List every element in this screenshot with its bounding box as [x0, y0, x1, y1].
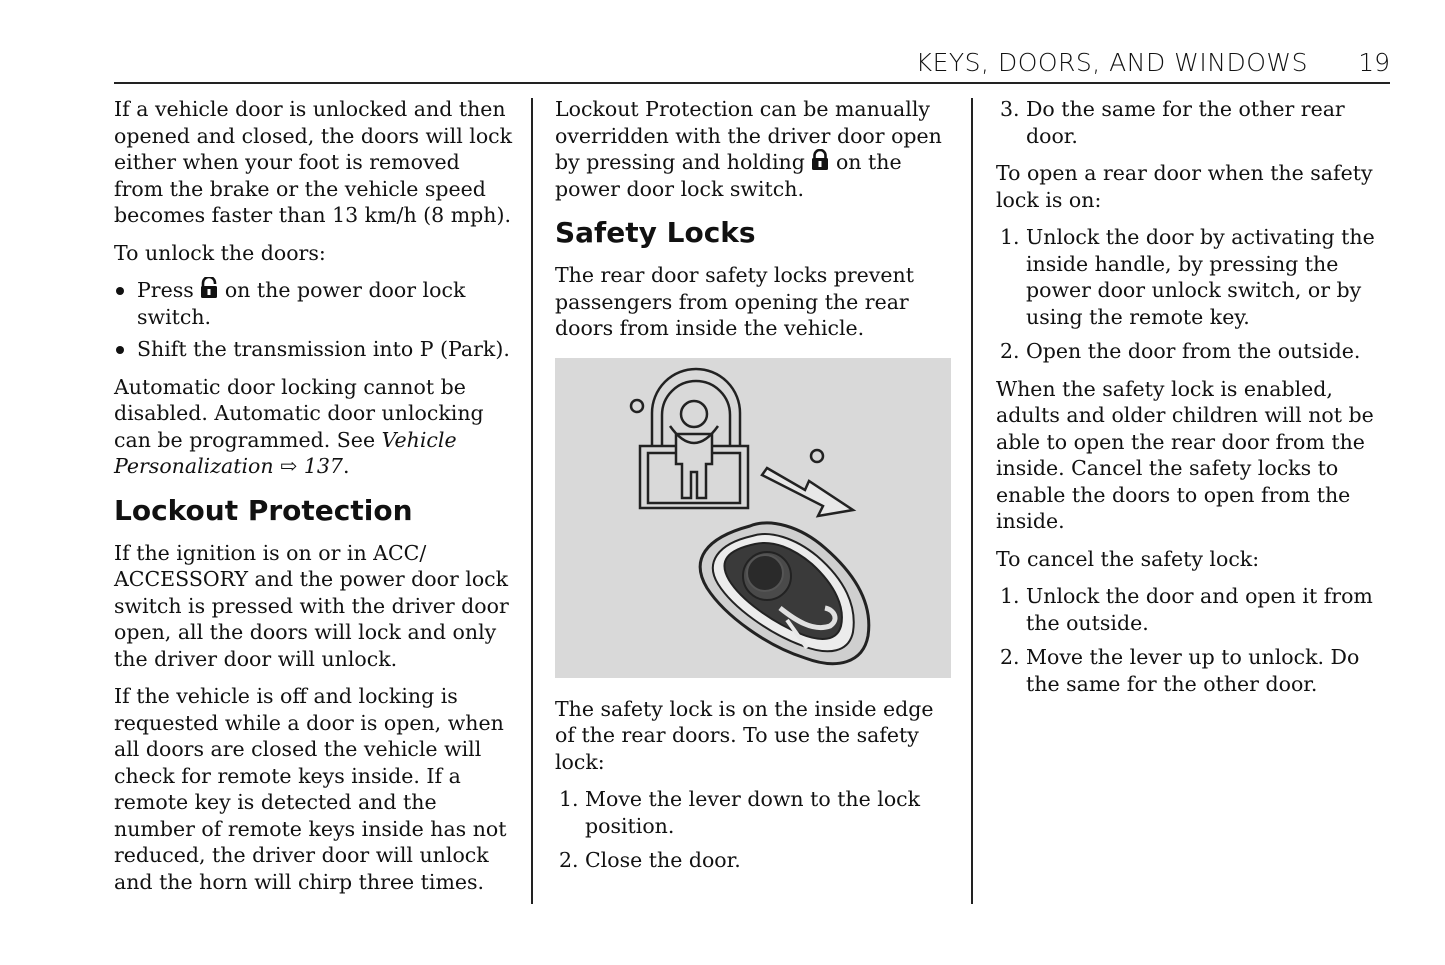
- column-left: [114, 96, 514, 906]
- paragraph: Automatic door locking cannot be disabled. Automatic door unlocking can be programmed. See Vehicle Personalization ⇨ 137.: [114, 374, 484, 478]
- paragraph: If a vehicle door is unlocked and then opened and closed, the doors will lock either when your foot is removed from the brake or the vehicle speed becomes faster than 13 km/h (8 mph).: [114, 97, 513, 227]
- page-header: [114, 46, 1390, 84]
- bullet-icon: [116, 346, 124, 354]
- column-right: [996, 96, 1386, 708]
- list-item: 1. Unlock the door by activating the inside handle, by pressing the power door unlock switch, or by using the remote key.: [1000, 225, 1375, 329]
- paragraph-text: on the power door lock switch.: [555, 150, 902, 201]
- section-title: KEYS, DOORS, AND WINDOWS: [915, 48, 1308, 77]
- paragraph: [555, 96, 955, 202]
- steps-list: [996, 224, 1386, 365]
- paragraph: The rear door safety locks prevent passengers from opening the rear doors from inside the vehicle.: [555, 263, 914, 340]
- paragraph: To open a rear door when the safety lock is on:: [996, 161, 1373, 212]
- list-item: [114, 336, 514, 363]
- page-number: 19: [1358, 48, 1390, 77]
- steps-list: [555, 786, 955, 874]
- list-item: 2. Close the door.: [559, 848, 741, 872]
- column-divider: [531, 98, 533, 904]
- unlock-icon: [200, 277, 218, 299]
- list-item: 1. Unlock the door and open it from the outside.: [1000, 584, 1373, 635]
- paragraph: To unlock the doors:: [114, 240, 326, 265]
- paragraph: To cancel the safety lock:: [996, 546, 1260, 571]
- paragraph: The safety lock is on the inside edge of the rear doors. To use the safety lock:: [555, 696, 934, 774]
- page-reference: 137: [303, 454, 343, 478]
- section-heading: Safety Locks: [555, 216, 756, 249]
- child-lock-icon: [555, 358, 951, 678]
- paragraph: If the vehicle is off and locking is requested while a door is open, when all doors are closed the vehicle will check for remote keys inside. If a remote key is detected and the number of remote keys inside has not reduced, the driver door will unlock and the horn will chirp three times.: [114, 684, 507, 894]
- steps-list: [996, 96, 1386, 149]
- steps-list: [996, 583, 1386, 697]
- list-item-text: on the power door lock switch.: [137, 278, 466, 329]
- cross-reference-link[interactable]: Vehicle Personalization ⇨ 137: [114, 427, 457, 478]
- bullet-icon: [116, 287, 124, 295]
- lock-icon: [811, 149, 829, 171]
- list-item-text: Shift the transmission into P (Park).: [137, 337, 510, 361]
- bullet-list: [114, 277, 514, 363]
- list-item: 3. Do the same for the other rear door.: [1000, 97, 1345, 148]
- paragraph-text: Automatic door locking cannot be disabled. Automatic door unlocking can be programmed. See: [114, 374, 484, 452]
- list-item: [114, 277, 514, 330]
- arrow-icon: ⇨: [280, 454, 298, 478]
- column-divider: [971, 98, 973, 904]
- list-item-text: Press: [137, 278, 194, 302]
- paragraph-text: Lockout Protection can be manually overridden with the driver door open by pressing and holding: [555, 97, 942, 174]
- list-item: 1. Move the lever down to the lock position.: [559, 787, 921, 838]
- paragraph: If the ignition is on or in ACC/ ACCESSORY and the power door lock switch is pressed with the driver door open, all the doors will lock and only the driver door will unlock.: [114, 540, 509, 671]
- list-item: 2. Move the lever up to unlock. Do the same for the other door.: [1000, 645, 1360, 696]
- list-item: 2. Open the door from the outside.: [1000, 339, 1361, 363]
- paragraph: When the safety lock is enabled, adults and older children will not be able to open the rear door from the inside. Cancel the safety locks to enable the doors to open from the inside.: [996, 376, 1374, 533]
- section-heading: Lockout Protection: [114, 493, 413, 527]
- column-middle: [555, 96, 955, 885]
- safety-lock-illustration: [555, 358, 951, 678]
